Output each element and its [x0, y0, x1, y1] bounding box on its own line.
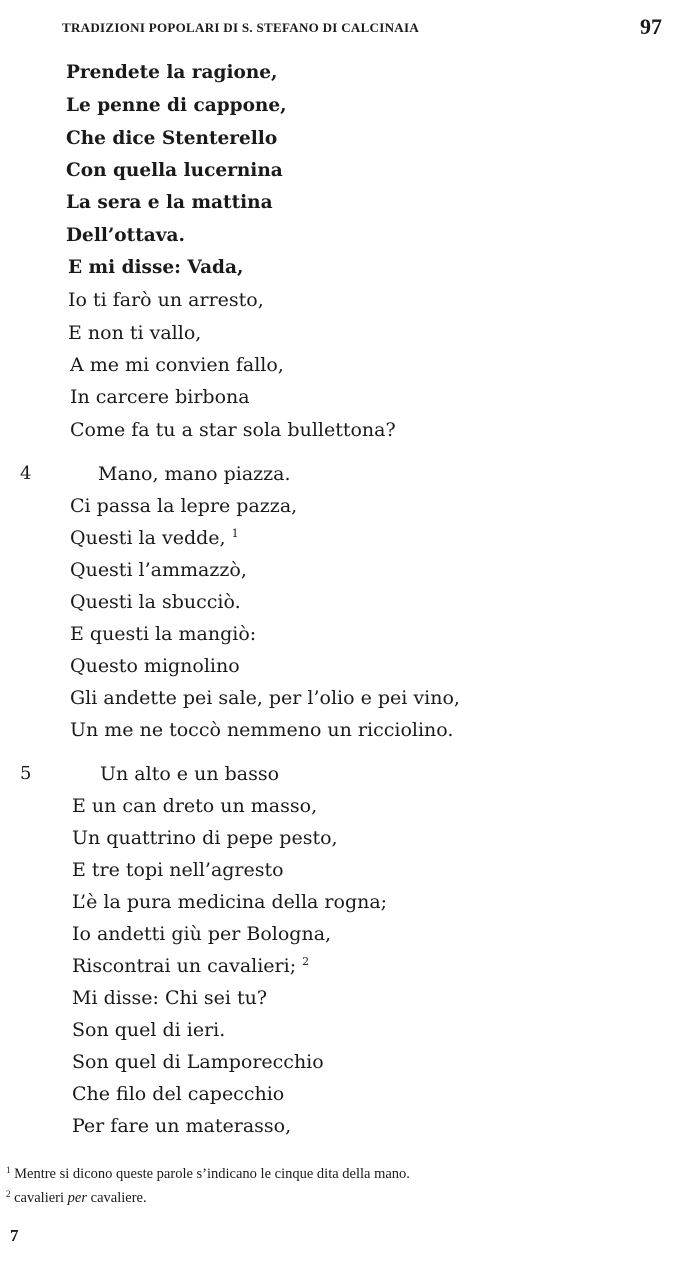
verse-line: Dell’ottava.	[66, 225, 185, 246]
verse-line: Come fa tu a star sola bullettona?	[70, 419, 396, 441]
footnote-ref: 2	[302, 955, 310, 968]
verse-line: Questo mignolino	[70, 655, 240, 677]
verse-line: Son quel di ieri.	[72, 1019, 226, 1041]
footnote-ref: 1	[231, 527, 239, 540]
verse-line: Io ti farò un arresto,	[68, 289, 264, 311]
signature-mark: 7	[10, 1226, 19, 1245]
verse-line: Son quel di Lamporecchio	[72, 1051, 324, 1073]
verse-line: Un alto e un basso	[100, 763, 280, 785]
footnote: $^2$ cavalieri per cavaliere.	[6, 1189, 147, 1206]
footnote-mark: 2	[6, 1189, 11, 1199]
footnote-mark: 1	[6, 1165, 11, 1175]
footnote-emphasis: per	[67, 1190, 88, 1206]
stanza-number: 4	[20, 463, 32, 484]
verse-line: E questi la mangiò:	[70, 623, 257, 645]
verse-line: In carcere birbona	[70, 386, 250, 408]
verse-line: Io andetti giù per Bologna,	[72, 923, 332, 945]
verse-line: E tre topi nell’agresto	[72, 859, 284, 881]
verse-line: A me mi convien fallo,	[70, 354, 284, 376]
verse-line: La sera e la mattina	[66, 192, 273, 213]
footnote	[6, 1165, 410, 1183]
running-header	[62, 14, 662, 42]
verse-line: E mi disse: Vada,	[68, 257, 244, 278]
running-title: TRADIZIONI POPOLARI DI S. STEFANO DI CALCINAIA	[62, 20, 420, 35]
verse-line: Questi l’ammazzò,	[70, 559, 247, 581]
verse-line: Mano, mano piazza.	[98, 463, 291, 485]
verse-line: Questi la vedde, $^1$	[70, 527, 239, 549]
verse-line: Che dice Stenterello	[66, 128, 278, 149]
verse-line: Ci passa la lepre pazza,	[70, 495, 298, 517]
verse-line: Prendete la ragione,	[66, 62, 278, 83]
page-number: 97	[640, 14, 662, 39]
verse-line: Mi disse: Chi sei tu?	[72, 987, 268, 1009]
verse-line: L’è la pura medicina della rogna;	[72, 891, 388, 913]
verse-line: Le penne di cappone,	[66, 95, 287, 116]
verse-line: Gli andette pei sale, per l’olio e pei vino,	[70, 687, 460, 709]
verse-line: E non ti vallo,	[68, 322, 202, 344]
verse-line: Per fare un materasso,	[72, 1115, 292, 1137]
verse-line: E un can dreto un masso,	[72, 795, 318, 817]
verse-line: Un quattrino di pepe pesto,	[72, 827, 338, 849]
stanza-number: 5	[20, 763, 32, 784]
verse-line: Questi la sbucciò.	[70, 591, 241, 613]
verse-line: Che filo del capecchio	[72, 1083, 285, 1105]
verse-line: Un me ne toccò nemmeno un ricciolino.	[70, 719, 454, 741]
verse-line: Riscontrai un cavalieri; $^2$	[72, 955, 310, 977]
verse-line: Con quella lucernina	[66, 160, 283, 181]
footnote-text: Mentre si dicono queste parole s’indicano le cinque dita della mano.	[14, 1166, 410, 1182]
